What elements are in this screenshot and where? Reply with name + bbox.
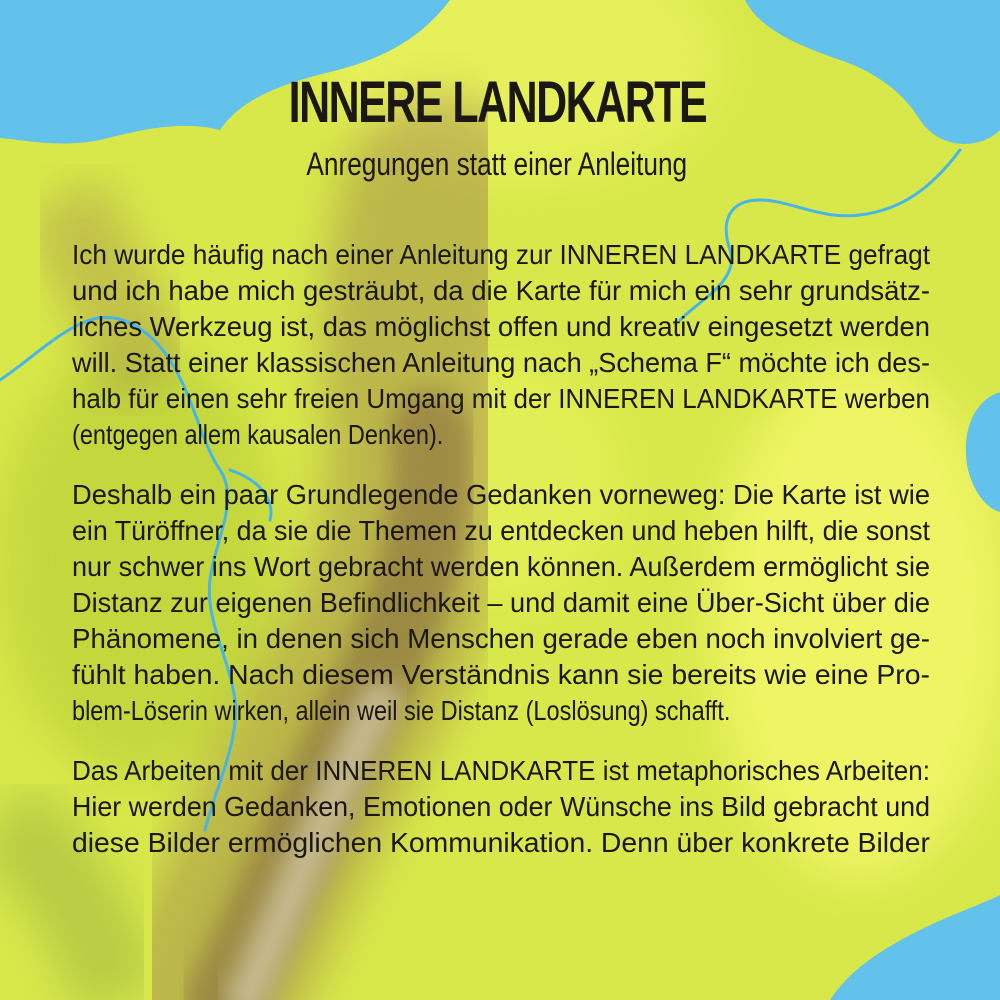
text-line xyxy=(72,621,930,657)
text-line-content: diese Bilder ermöglichen Kommunikation. Denn über konkrete Bilder xyxy=(72,827,930,858)
text-paragraph xyxy=(72,753,930,861)
text-line xyxy=(72,657,930,693)
text-line-content: blem-Löserin wirken, allein weil sie Distanz (Loslösung) schafft. xyxy=(72,695,731,726)
text-line xyxy=(72,753,930,789)
text-line-content: Hier werden Gedanken, Emotionen oder Wünsche ins Bild gebracht und xyxy=(72,791,931,822)
text-line-content: Deshalb ein paar Grundlegende Gedanken vorneweg: Die Karte ist wie xyxy=(72,479,930,510)
text-line xyxy=(72,381,930,417)
text-line-content: fühlt haben. Nach diesem Verständnis kann sie bereits wie eine Pro- xyxy=(72,659,930,690)
text-line-content: ein Türöffner, da sie die Themen zu entdecken und heben hilft, die sonst xyxy=(72,515,931,546)
text-paragraph xyxy=(72,237,930,453)
text-line xyxy=(72,549,930,585)
page-title: INNERE LANDKARTE xyxy=(288,70,707,135)
text-line xyxy=(72,477,930,513)
text-line xyxy=(72,825,930,861)
text-line xyxy=(72,585,930,621)
body-text xyxy=(72,237,930,885)
text-line-content: (entgegen allem kausalen Denken). xyxy=(72,419,444,450)
text-line-content: liches Werkzeug ist, das möglichst offen und kreativ eingesetzt werden xyxy=(72,311,930,342)
text-line xyxy=(72,417,930,453)
text-line-content: halb für einen sehr freien Umgang mit der INNEREN LANDKARTE werben xyxy=(72,383,930,414)
text-line xyxy=(72,309,930,345)
text-paragraph xyxy=(72,477,930,729)
text-line-content: nur schwer ins Wort gebracht werden können. Außerdem ermöglicht sie xyxy=(72,551,931,582)
text-line xyxy=(72,693,930,729)
text-line xyxy=(72,273,930,309)
text-line-content: Distanz zur eigenen Befindlichkeit – und damit eine Über-Sicht über die xyxy=(72,587,930,618)
text-line-content: Ich wurde häufig nach einer Anleitung zur INNEREN LANDKARTE gefragt xyxy=(72,239,930,270)
text-line xyxy=(72,513,930,549)
page-subtitle: Anregungen statt einer Anleitung xyxy=(306,146,688,182)
text-line xyxy=(72,789,930,825)
text-line xyxy=(72,237,930,273)
text-line-content: Phänomene, in denen sich Menschen gerade eben noch involviert ge- xyxy=(72,623,930,654)
text-line xyxy=(72,345,930,381)
text-line-content: Das Arbeiten mit der INNEREN LANDKARTE ist metaphorisches Arbeiten: xyxy=(72,755,931,786)
text-line-content: will. Statt einer klassischen Anleitung nach „Schema F“ möchte ich des- xyxy=(72,347,930,378)
text-line-content: und ich habe mich gesträubt, da die Karte für mich ein sehr grundsätz- xyxy=(72,275,931,306)
